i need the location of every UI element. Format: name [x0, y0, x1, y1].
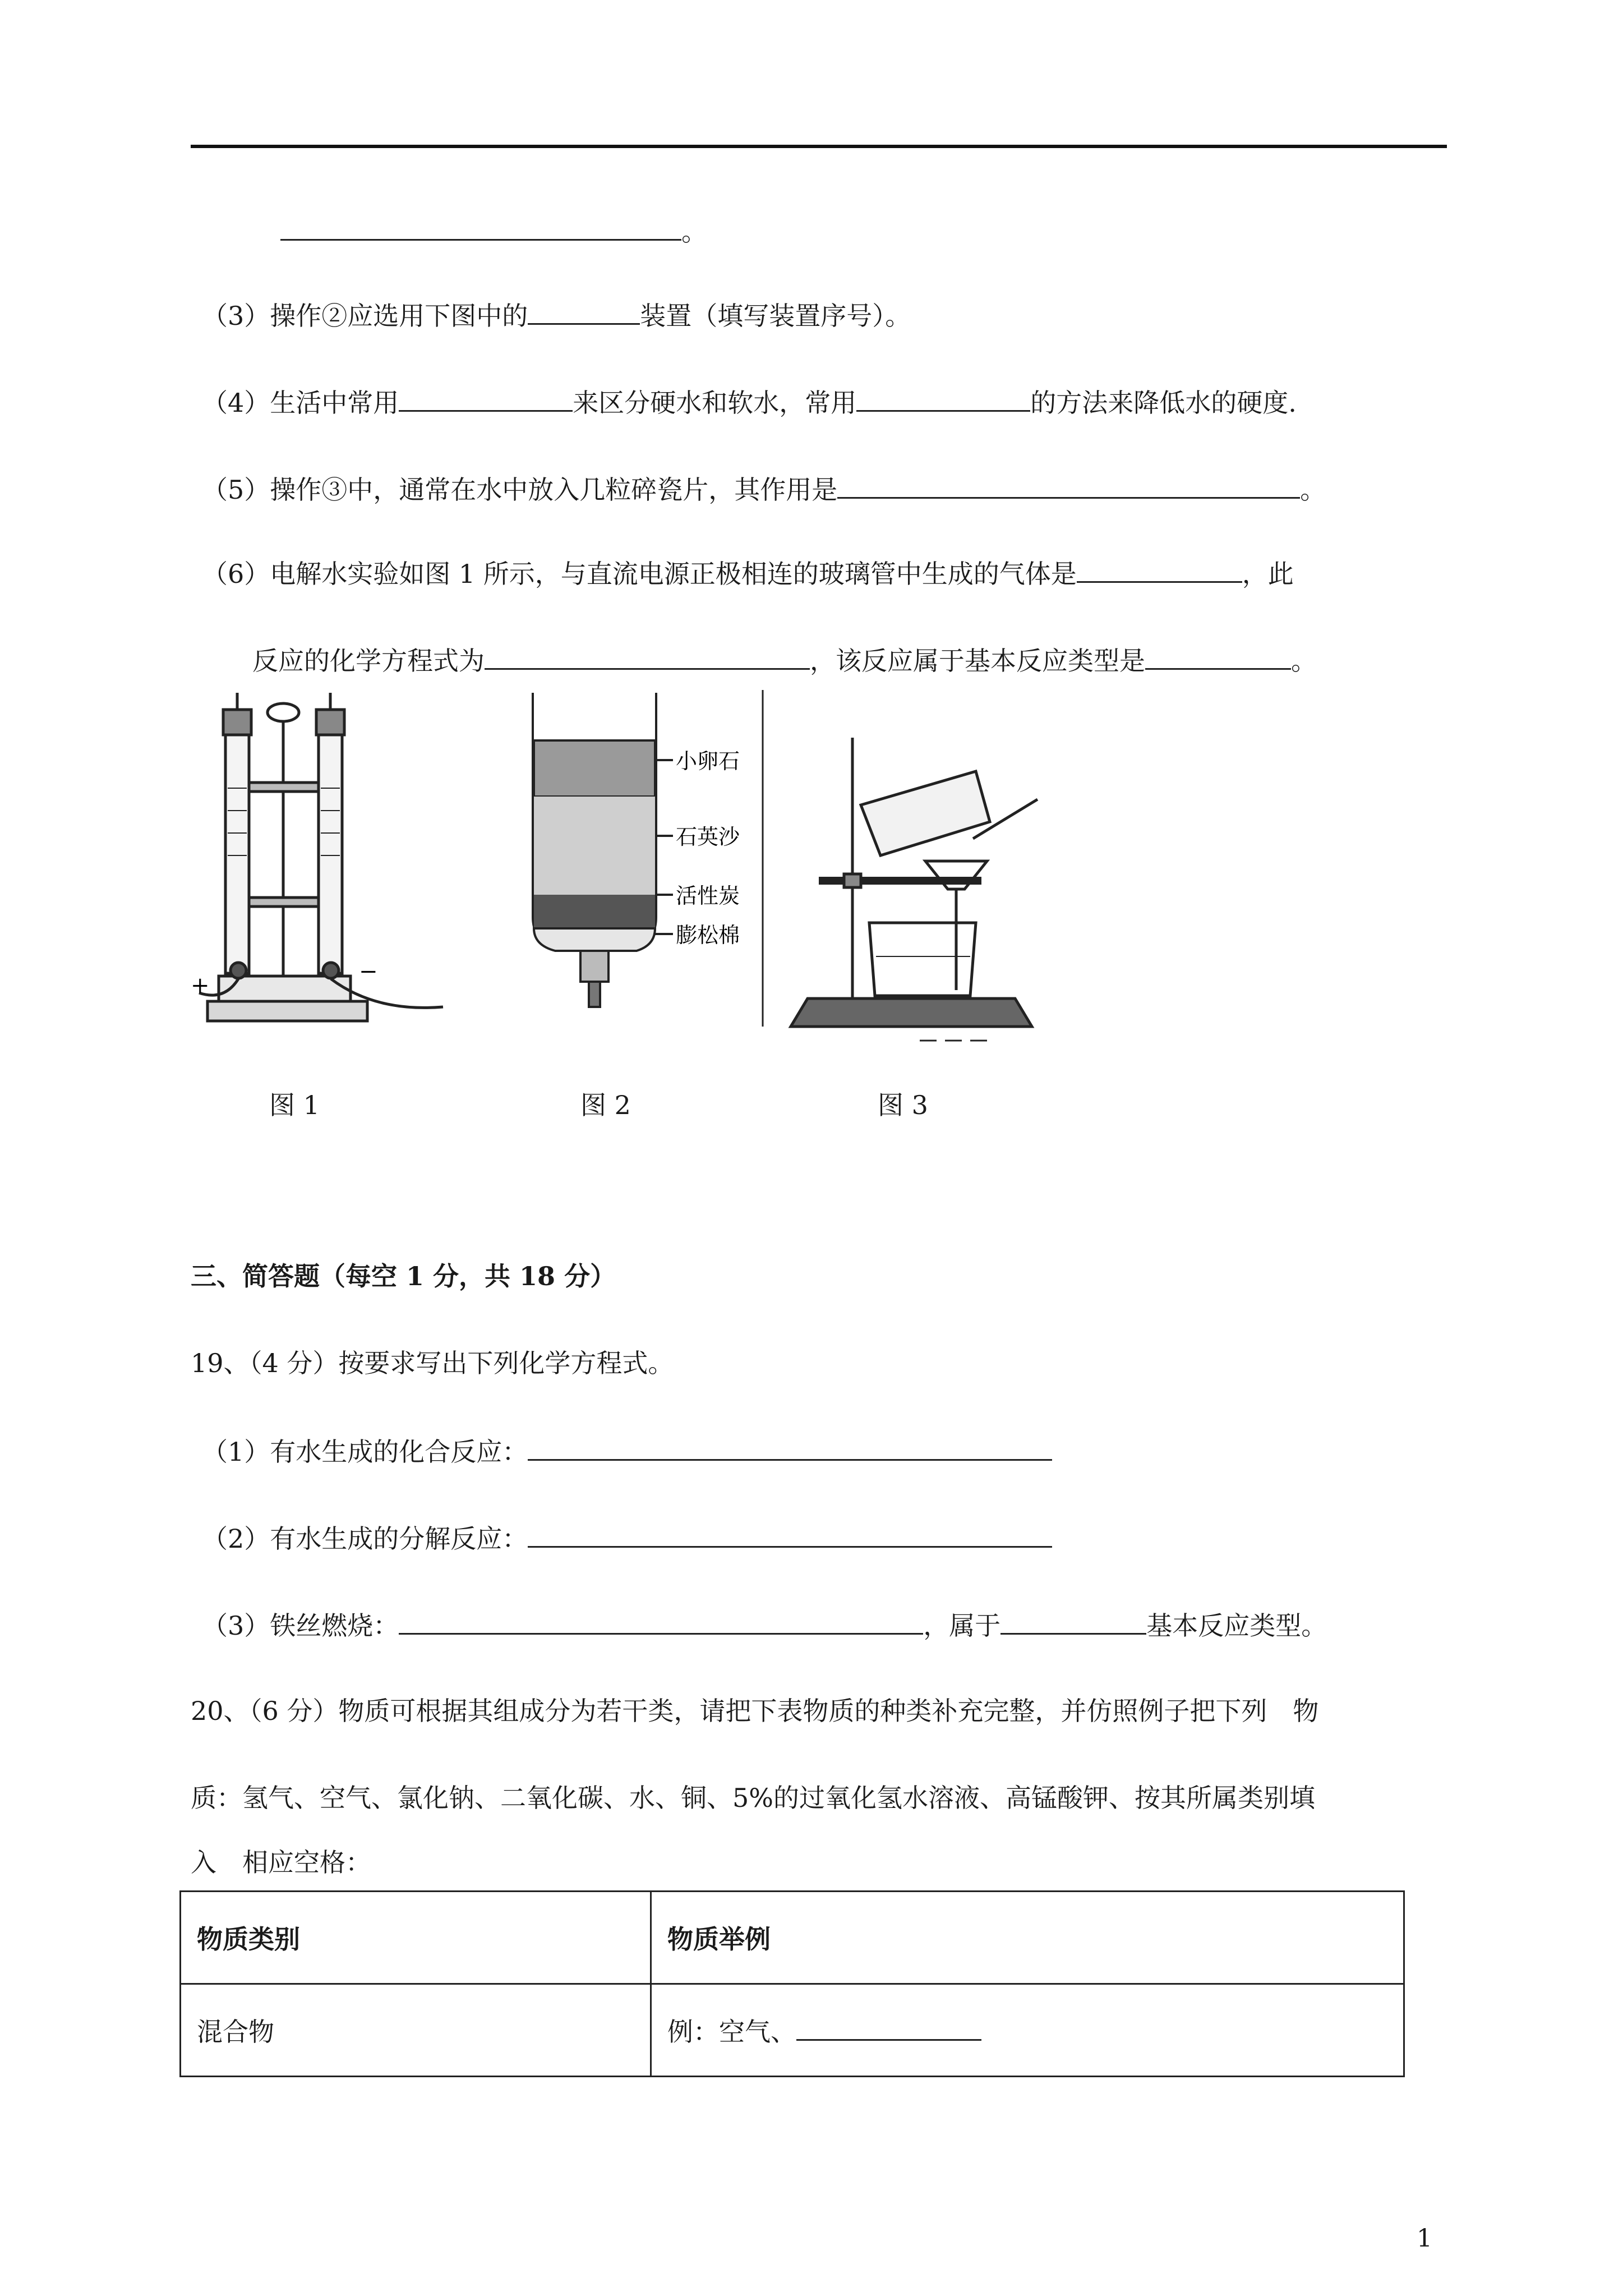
table-cell-category: 混合物	[181, 1984, 651, 2077]
answer-blank[interactable]	[1000, 1607, 1146, 1635]
answer-blank[interactable]	[1145, 642, 1291, 670]
question-19-2: （2）有水生成的分解反应：	[202, 1520, 1052, 1556]
substance-classification-table	[179, 1890, 1405, 2077]
table-row	[181, 1984, 1404, 2077]
answer-blank[interactable]	[837, 471, 1300, 499]
table-header-cell: 物质类别	[181, 1892, 651, 1984]
answer-blank[interactable]	[796, 2013, 981, 2041]
answer-blank[interactable]	[399, 384, 573, 412]
question-18-4: （4）生活中常用 来区分硬水和软水，常用 的方法来降低水的硬度.	[202, 384, 1297, 420]
figure-2-caption: 图 2	[580, 1090, 631, 1120]
answer-blank[interactable]	[399, 1607, 923, 1635]
question-18-6: （6）电解水实验如图 1 所示，与直流电源正极相连的玻璃管中生成的气体是 ，此	[202, 555, 1294, 591]
fig2-layer-label: 膨松棉	[676, 923, 740, 947]
figures-area	[191, 687, 1066, 1046]
negative-terminal-label: −	[359, 959, 378, 984]
answer-blank[interactable]	[856, 384, 1030, 412]
question-19-1: （1）有水生成的化合反应：	[202, 1433, 1052, 1469]
answer-blank[interactable]	[528, 1520, 1052, 1548]
figure-3-filtration-setup	[791, 738, 1038, 1041]
figure-1-electrolysis-apparatus	[199, 693, 443, 1021]
fig2-layer-label: 小卵石	[676, 749, 740, 774]
positive-terminal-label: +	[191, 973, 210, 999]
question-20-line-2: 质：氢气、空气、氯化钠、二氧化碳、水、铜、5%的过氧化氢水溶液、高锰酸钾、按其所属类别填	[191, 1783, 1315, 1813]
table-cell-example: 例：空气、	[651, 1984, 1404, 2077]
figure-2-water-filter	[533, 690, 763, 1027]
question-19-title: 19、（4 分）按要求写出下列化学方程式。	[191, 1348, 674, 1378]
fig2-layer-label: 石英沙	[676, 825, 740, 849]
question-20-line-1: 20、（6 分）物质可根据其组成分为若干类，请把下表物质的种类补充完整，并仿照例子把下列 物	[191, 1696, 1319, 1726]
page-number: 1	[1417, 2224, 1432, 2253]
header-rule	[191, 145, 1447, 148]
question-20-line-3: 入 相应空格：	[191, 1847, 371, 1878]
question-18-5: （5）操作③中，通常在水中放入几粒碎瓷片，其作用是 。	[202, 471, 1326, 507]
section-3-heading: 三、简答题（每空 1 分，共 18 分）	[191, 1261, 616, 1291]
question-19-3: （3）铁丝燃烧： ，属于 基本反应类型。	[202, 1607, 1327, 1642]
answer-blank[interactable]	[485, 642, 810, 670]
question-18-6-cont: 反应的化学方程式为 ，该反应属于基本反应类型是 。	[252, 642, 1317, 678]
answer-blank[interactable]	[280, 213, 681, 241]
fig2-layer-label: 活性炭	[676, 884, 740, 908]
question-18-3: （3）操作②应选用下图中的 装置（填写装置序号）。	[202, 297, 911, 333]
answer-blank[interactable]	[1077, 555, 1242, 583]
table-header-cell: 物质举例	[651, 1892, 1404, 1984]
continuation-line: 。	[280, 213, 707, 249]
table-header-row	[181, 1892, 1404, 1984]
answer-blank[interactable]	[528, 1433, 1052, 1461]
figure-3-caption: 图 3	[878, 1090, 928, 1120]
figure-1-caption: 图 1	[269, 1090, 320, 1120]
answer-blank[interactable]	[528, 297, 640, 325]
